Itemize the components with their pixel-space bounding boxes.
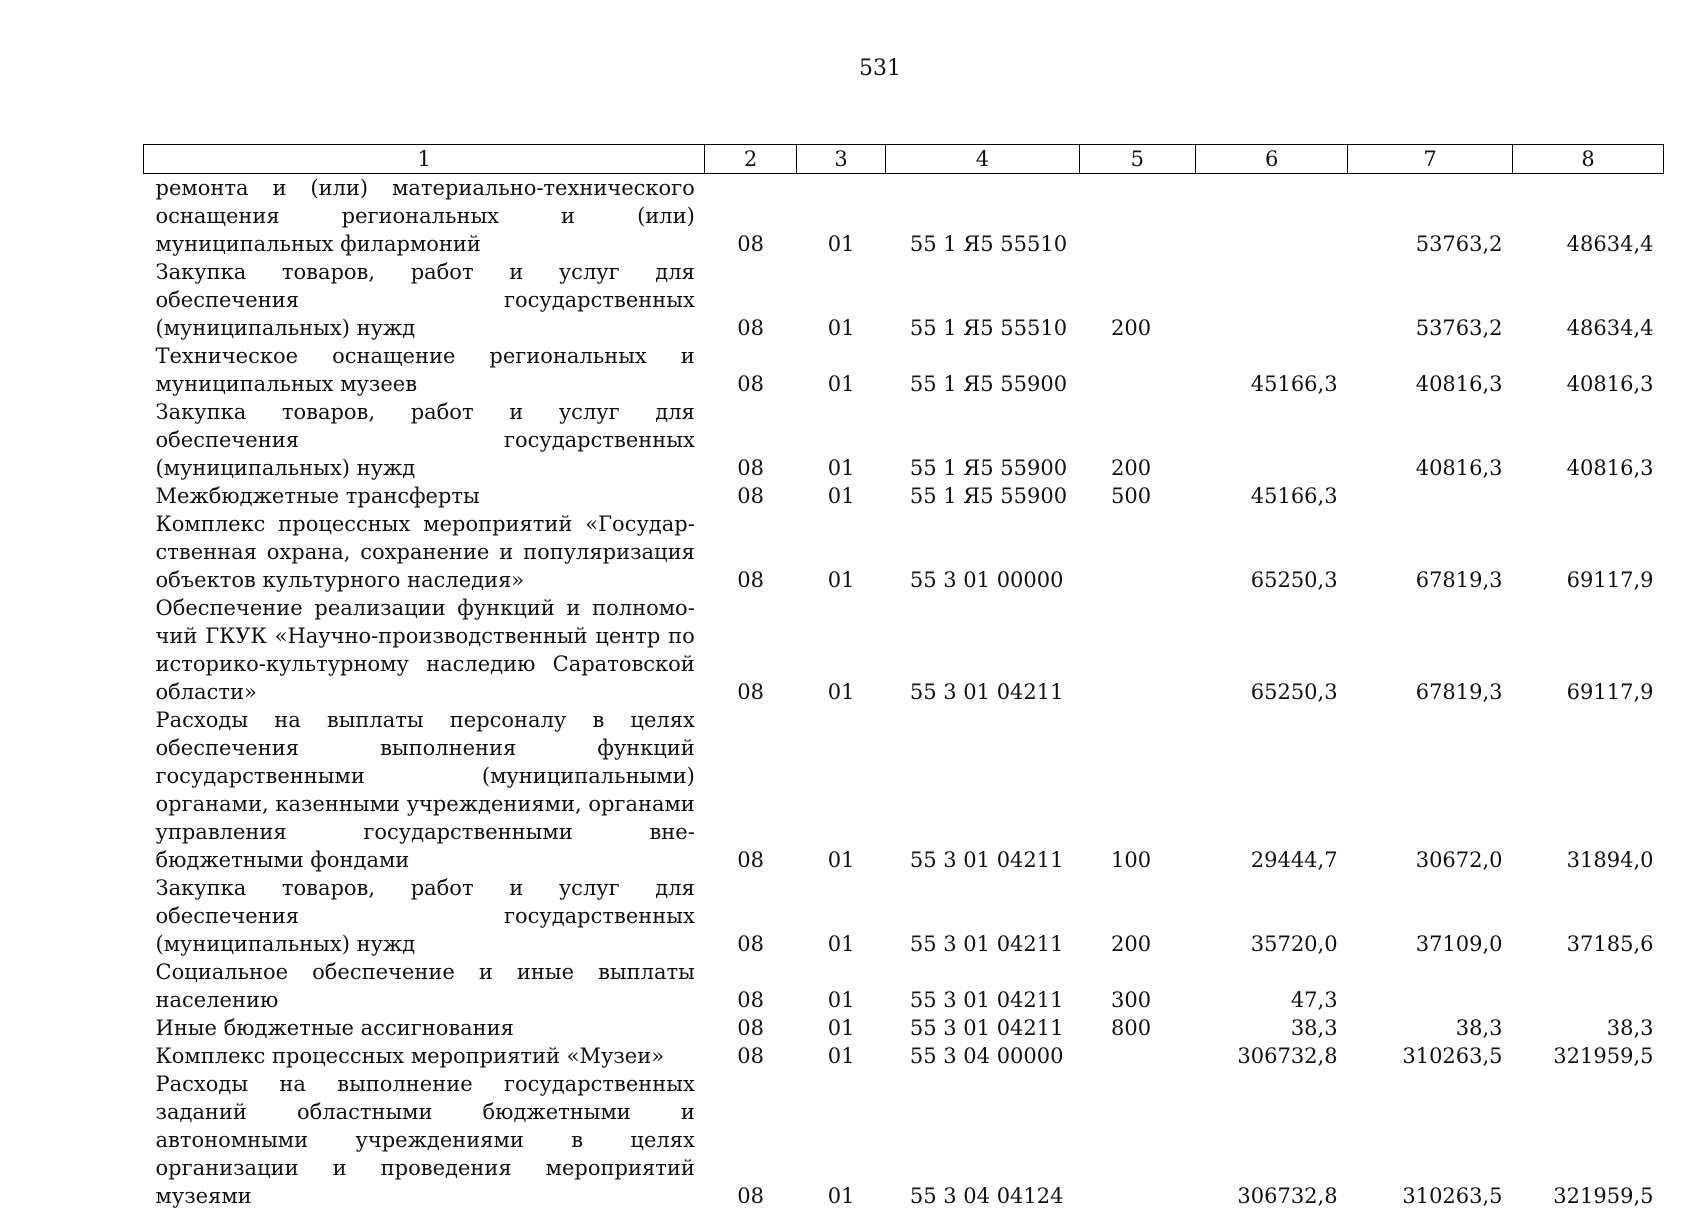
row-section: 08 — [705, 342, 797, 398]
row-section: 08 — [705, 482, 797, 510]
row-subsection: 01 — [796, 482, 886, 510]
row-amount-col-7: 30672,0 — [1348, 706, 1513, 874]
table-row — [144, 1014, 1664, 1042]
row-name: ремонта и (или) материально-технического оснащения региональных и (или) муниципальных филармоний — [144, 174, 705, 259]
row-amount-col-8: 31894,0 — [1513, 706, 1664, 874]
row-name: Расходы на выполнение государственных заданий областными бюджетными и автономными учреждениями в целях организации и проведения мероприятий музеями — [144, 1070, 705, 1210]
row-amount-col-8 — [1513, 482, 1664, 510]
table-row — [144, 1070, 1664, 1210]
row-subsection: 01 — [796, 1042, 886, 1070]
row-target-code: 55 1 Я5 55510 — [886, 258, 1079, 342]
row-target-code: 55 1 Я5 55900 — [886, 398, 1079, 482]
row-section: 08 — [705, 1014, 797, 1042]
row-amount-col-6: 45166,3 — [1196, 482, 1348, 510]
row-amount-col-7: 310263,5 — [1348, 1042, 1513, 1070]
row-name: Комплекс процессных мероприятий «Музеи» — [144, 1042, 705, 1070]
header-col-6: 6 — [1196, 145, 1348, 174]
row-amount-col-7: 38,3 — [1348, 1014, 1513, 1042]
row-expense-type: 200 — [1079, 258, 1196, 342]
row-amount-col-6: 29444,7 — [1196, 706, 1348, 874]
row-name: Социальное обеспечение и иные выплаты населению — [144, 958, 705, 1014]
row-target-code: 55 3 01 04211 — [886, 594, 1079, 706]
row-amount-col-7: 53763,2 — [1348, 174, 1513, 259]
row-target-code: 55 3 01 00000 — [886, 510, 1079, 594]
row-amount-col-8: 321959,5 — [1513, 1070, 1664, 1210]
row-amount-col-7: 40816,3 — [1348, 398, 1513, 482]
row-subsection: 01 — [796, 1014, 886, 1042]
table-row — [144, 174, 1664, 259]
row-target-code: 55 3 04 00000 — [886, 1042, 1079, 1070]
row-section: 08 — [705, 594, 797, 706]
row-name: Комплекс процессных мероприятий «Государственная охрана, сохранение и популяризация объектов культурного наследия» — [144, 510, 705, 594]
budget-table — [143, 144, 1664, 1210]
row-amount-col-6 — [1196, 258, 1348, 342]
row-amount-col-8: 48634,4 — [1513, 174, 1664, 259]
row-amount-col-8: 40816,3 — [1513, 342, 1664, 398]
table-row — [144, 482, 1664, 510]
row-target-code: 55 3 01 04211 — [886, 958, 1079, 1014]
table-row — [144, 594, 1664, 706]
header-col-8: 8 — [1513, 145, 1664, 174]
row-amount-col-7: 310263,5 — [1348, 1070, 1513, 1210]
row-amount-col-8: 48634,4 — [1513, 258, 1664, 342]
row-expense-type — [1079, 342, 1196, 398]
row-amount-col-8: 37185,6 — [1513, 874, 1664, 958]
row-section: 08 — [705, 174, 797, 259]
row-amount-col-6: 35720,0 — [1196, 874, 1348, 958]
row-amount-col-7 — [1348, 958, 1513, 1014]
row-expense-type: 200 — [1079, 874, 1196, 958]
row-amount-col-8 — [1513, 958, 1664, 1014]
table-row — [144, 706, 1664, 874]
row-subsection: 01 — [796, 342, 886, 398]
row-expense-type: 500 — [1079, 482, 1196, 510]
row-amount-col-7 — [1348, 482, 1513, 510]
row-subsection: 01 — [796, 874, 886, 958]
table-row — [144, 258, 1664, 342]
row-amount-col-6: 38,3 — [1196, 1014, 1348, 1042]
page-number: 531 — [0, 56, 1697, 81]
header-col-4: 4 — [886, 145, 1079, 174]
row-expense-type — [1079, 594, 1196, 706]
row-name: Обеспечение реализации функций и полномочий ГКУК «Научно-производственный центр по историко-культурному наследию Саратовской области» — [144, 594, 705, 706]
row-target-code: 55 1 Я5 55900 — [886, 342, 1079, 398]
row-expense-type — [1079, 1042, 1196, 1070]
header-col-5: 5 — [1079, 145, 1196, 174]
header-col-7: 7 — [1348, 145, 1513, 174]
row-name: Межбюджетные трансферты — [144, 482, 705, 510]
row-amount-col-7: 67819,3 — [1348, 594, 1513, 706]
row-amount-col-7: 53763,2 — [1348, 258, 1513, 342]
row-name: Закупка товаров, работ и услуг для обеспечения государственных (муниципальных) нужд — [144, 258, 705, 342]
row-amount-col-6 — [1196, 174, 1348, 259]
row-amount-col-6: 306732,8 — [1196, 1070, 1348, 1210]
row-amount-col-8: 69117,9 — [1513, 510, 1664, 594]
row-amount-col-6: 45166,3 — [1196, 342, 1348, 398]
row-section: 08 — [705, 398, 797, 482]
table-row — [144, 874, 1664, 958]
header-row — [144, 145, 1664, 174]
row-name: Техническое оснащение региональных и муниципальных музеев — [144, 342, 705, 398]
row-section: 08 — [705, 1070, 797, 1210]
row-amount-col-6: 65250,3 — [1196, 594, 1348, 706]
row-subsection: 01 — [796, 1070, 886, 1210]
header-col-3: 3 — [796, 145, 886, 174]
table-row — [144, 1042, 1664, 1070]
row-expense-type: 100 — [1079, 706, 1196, 874]
row-expense-type: 200 — [1079, 398, 1196, 482]
row-name: Расходы на выплаты персоналу в целях обеспечения выполнения функций государственными (муниципальными) органами, казенными учреждениями, органами управления государственными внебюджетными фондами — [144, 706, 705, 874]
header-col-1: 1 — [144, 145, 705, 174]
row-amount-col-6: 47,3 — [1196, 958, 1348, 1014]
row-target-code: 55 1 Я5 55510 — [886, 174, 1079, 259]
table-row — [144, 510, 1664, 594]
table-row — [144, 398, 1664, 482]
table-row — [144, 342, 1664, 398]
row-amount-col-8: 321959,5 — [1513, 1042, 1664, 1070]
row-section: 08 — [705, 258, 797, 342]
row-name: Закупка товаров, работ и услуг для обеспечения государственных (муниципальных) нужд — [144, 398, 705, 482]
row-expense-type: 800 — [1079, 1014, 1196, 1042]
row-amount-col-7: 67819,3 — [1348, 510, 1513, 594]
row-name: Иные бюджетные ассигнования — [144, 1014, 705, 1042]
row-target-code: 55 3 01 04211 — [886, 874, 1079, 958]
row-amount-col-8: 69117,9 — [1513, 594, 1664, 706]
row-amount-col-6 — [1196, 398, 1348, 482]
row-subsection: 01 — [796, 398, 886, 482]
row-subsection: 01 — [796, 594, 886, 706]
row-amount-col-6: 65250,3 — [1196, 510, 1348, 594]
row-subsection: 01 — [796, 174, 886, 259]
row-target-code: 55 1 Я5 55900 — [886, 482, 1079, 510]
row-expense-type — [1079, 174, 1196, 259]
row-subsection: 01 — [796, 958, 886, 1014]
row-target-code: 55 3 01 04211 — [886, 1014, 1079, 1042]
row-section: 08 — [705, 1042, 797, 1070]
row-subsection: 01 — [796, 706, 886, 874]
row-section: 08 — [705, 874, 797, 958]
row-section: 08 — [705, 958, 797, 1014]
row-subsection: 01 — [796, 510, 886, 594]
row-expense-type: 300 — [1079, 958, 1196, 1014]
row-expense-type — [1079, 510, 1196, 594]
row-amount-col-7: 37109,0 — [1348, 874, 1513, 958]
header-col-2: 2 — [705, 145, 797, 174]
row-amount-col-6: 306732,8 — [1196, 1042, 1348, 1070]
row-section: 08 — [705, 510, 797, 594]
row-amount-col-8: 38,3 — [1513, 1014, 1664, 1042]
row-target-code: 55 3 04 04124 — [886, 1070, 1079, 1210]
table-row — [144, 958, 1664, 1014]
row-section: 08 — [705, 706, 797, 874]
row-amount-col-8: 40816,3 — [1513, 398, 1664, 482]
row-target-code: 55 3 01 04211 — [886, 706, 1079, 874]
row-subsection: 01 — [796, 258, 886, 342]
table-body — [144, 174, 1664, 1210]
row-name: Закупка товаров, работ и услуг для обеспечения государственных (муниципальных) нужд — [144, 874, 705, 958]
row-amount-col-7: 40816,3 — [1348, 342, 1513, 398]
row-expense-type — [1079, 1070, 1196, 1210]
